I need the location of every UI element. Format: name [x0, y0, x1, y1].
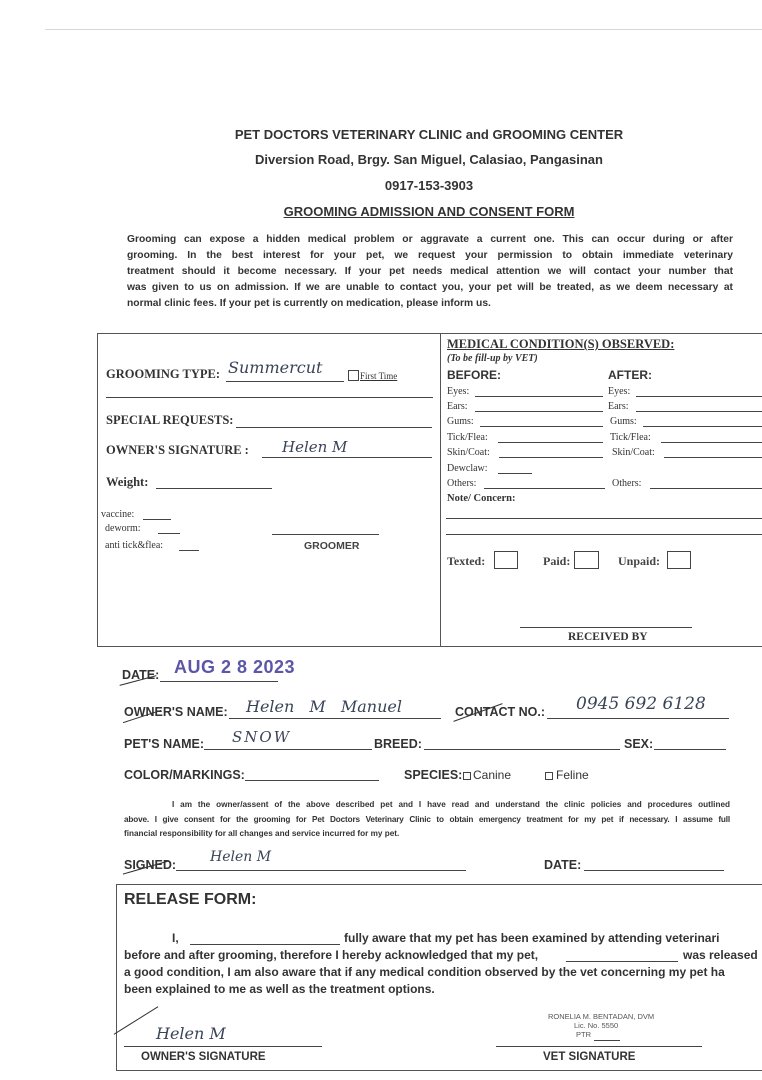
vaccine-label: vaccine: [101, 509, 135, 520]
grooming-type-line-2 [106, 397, 433, 398]
before-tick: Tick/Flea: [447, 432, 488, 443]
form-title: GROOMING ADMISSION AND CONSENT FORM [283, 204, 575, 219]
before-eyes: Eyes: [447, 386, 470, 397]
anti-tick-label: anti tick&flea: [105, 540, 164, 551]
signed-label: SIGNED: [124, 858, 177, 872]
medical-subtitle: (To be fill-up by VET) [447, 353, 538, 364]
received-by-line [520, 627, 692, 628]
first-time-checkbox[interactable] [348, 370, 359, 381]
first-time-label: First Time [360, 371, 398, 381]
contact-value[interactable]: 0945 692 6128 [576, 694, 706, 714]
owner-signature-label: OWNER'S SIGNATURE : [106, 443, 249, 457]
intro-line-4: was given to us on admission. If we are unable to contact you, your pet will be treated, as we deem necessary at [127, 282, 733, 293]
breed-label: BREED: [374, 737, 422, 751]
box-divider [440, 333, 441, 646]
before-skin: Skin/Coat: [447, 447, 490, 458]
note-line-2 [446, 534, 762, 535]
before-others-line [484, 488, 605, 489]
deworm-label: deworm: [105, 523, 141, 534]
paid-label: Paid: [543, 554, 571, 568]
clinic-phone: 0917-153-3903 [384, 178, 474, 193]
release-line1-i: I, [172, 931, 179, 945]
weight-label: Weight: [106, 475, 149, 489]
release-line4-text: been explained to me as well as the treatment options. [124, 982, 435, 996]
owner-signature-line [262, 457, 432, 458]
consent-line-2: above. I give consent for the grooming for Pet Doctors Veterinary Clinic to obtain emergency treatment for my pet if necessary. I assume full [124, 815, 730, 824]
release-pet-line [566, 961, 678, 962]
special-requests-line [236, 427, 432, 428]
before-others: Others: [447, 478, 477, 489]
before-eyes-line [475, 396, 603, 397]
canine-checkbox[interactable] [463, 772, 471, 780]
medical-title: MEDICAL CONDITION(S) OBSERVED: [447, 337, 675, 351]
intro-line-3: treatment should it become necessary. If your pet needs medical attention we will contact your number that [127, 266, 733, 277]
canine-label: Canine [473, 768, 512, 782]
vet-stamp-ptr: PTR [576, 1030, 591, 1039]
before-tick-line [498, 442, 603, 443]
after-skin: Skin/Coat: [612, 447, 655, 458]
vet-sig-line [496, 1046, 702, 1047]
release-owner-sig-label: OWNER'S SIGNATURE [141, 1051, 266, 1063]
texted-checkbox[interactable] [494, 551, 518, 569]
before-ears: Ears: [447, 401, 468, 412]
intro-line-2: grooming. In the best interest for your pet, we request your permission to obtain immediate veterinary [127, 250, 733, 261]
owner-signature-value[interactable]: Helen M [282, 438, 348, 456]
grooming-type-line [226, 381, 344, 382]
after-label: AFTER: [608, 368, 652, 382]
release-line1-text: fully aware that my pet has been examined by attending veterinari [344, 931, 720, 945]
received-by-label: RECEIVED BY [568, 631, 648, 643]
consent-line-1: I am the owner/assent of the above described pet and I have read and understand the clinic policies and procedures outlined [172, 800, 730, 809]
consent-line-3: financial responsibility for all changes and service incurred for my pet. [124, 829, 400, 838]
after-others-line [650, 488, 762, 489]
feline-checkbox[interactable] [545, 772, 553, 780]
after-tick-line [661, 442, 762, 443]
vet-stamp-license: Lic. No. 5550 [574, 1021, 619, 1030]
breed-line [424, 749, 620, 750]
after-ears: Ears: [608, 401, 629, 412]
after-skin-line [664, 457, 762, 458]
special-requests-label: SPECIAL REQUESTS: [106, 413, 234, 427]
before-gums-line [480, 426, 603, 427]
before-dewclaw-line [498, 473, 532, 474]
note-label: Note/ Concern: [447, 493, 516, 504]
color-markings-label: COLOR/MARKINGS: [124, 768, 245, 782]
release-title: RELEASE FORM: [124, 891, 257, 908]
vet-stamp-name: RONELIA M. BENTADAN, DVM [548, 1012, 655, 1021]
after-gums-line [643, 426, 762, 427]
pet-name-line [204, 749, 372, 750]
contact-label: CONTACT NO.: [455, 705, 546, 719]
owners-name-label: OWNER'S NAME: [124, 705, 228, 719]
date-line [160, 681, 278, 682]
owners-name-value[interactable]: Helen M Manuel [246, 697, 402, 716]
after-eyes-line [636, 396, 762, 397]
after-others: Others: [612, 478, 642, 489]
before-ears-line [475, 411, 603, 412]
release-line3-text: a good condition, I am also aware that if any medical condition observed by the vet concerning my pet ha [124, 965, 725, 979]
date-label: DATE: [122, 668, 160, 682]
grooming-type-value[interactable]: Summercut [228, 358, 323, 377]
anti-tick-line [179, 550, 199, 551]
release-owner-sig-line [124, 1046, 322, 1047]
signed-value[interactable]: Helen M [210, 849, 272, 865]
before-dewclaw: Dewclaw: [447, 463, 488, 474]
before-label: BEFORE: [447, 368, 501, 382]
release-name-line [190, 944, 340, 945]
pet-name-label: PET'S NAME: [124, 737, 205, 751]
intro-line-1: Grooming can expose a hidden medical problem or aggravate a current one. This can occur during or after [127, 234, 733, 245]
feline-label: Feline [556, 768, 589, 782]
before-gums: Gums: [447, 416, 474, 427]
sex-label: SEX: [624, 737, 654, 751]
date2-label: DATE: [544, 858, 582, 872]
clinic-name: PET DOCTORS VETERINARY CLINIC and GROOMING CENTER [234, 127, 624, 142]
date-stamp-value[interactable]: AUG 2 8 2023 [174, 657, 296, 677]
groomer-label: GROOMER [304, 540, 360, 552]
release-line2-end: was released [683, 948, 758, 962]
unpaid-label: Unpaid: [618, 554, 661, 568]
species-label: SPECIES: [404, 768, 463, 782]
vet-sig-label: VET SIGNATURE [543, 1051, 636, 1063]
deworm-line [158, 533, 180, 534]
grooming-type-label: GROOMING TYPE: [106, 367, 221, 381]
after-tick: Tick/Flea: [610, 432, 651, 443]
unpaid-checkbox[interactable] [667, 551, 691, 569]
after-eyes: Eyes: [608, 386, 631, 397]
after-ears-line [636, 411, 762, 412]
texted-label: Texted: [447, 554, 486, 568]
release-owner-signature-value[interactable]: Helen M [156, 1024, 226, 1043]
signed-line [176, 870, 466, 871]
groomer-line [272, 534, 379, 535]
vet-stamp-ptr-line [594, 1040, 620, 1041]
paid-checkbox[interactable] [574, 551, 599, 569]
color-markings-line [245, 780, 379, 781]
pet-name-value[interactable]: SNOW [232, 728, 292, 746]
before-skin-line [499, 457, 603, 458]
intro-line-5: normal clinic fees. If your pet is currently on medication, please inform us. [127, 298, 491, 309]
weight-line [156, 488, 272, 489]
contact-line [547, 718, 729, 719]
release-line2-text: before and after grooming, therefore I hereby acknowledged that my pet, [124, 948, 539, 962]
after-gums: Gums: [610, 416, 637, 427]
note-line-1 [446, 518, 762, 519]
scan-edge-line [45, 29, 762, 30]
owners-name-line [229, 718, 441, 719]
vaccine-line [143, 519, 171, 520]
date2-line [584, 870, 724, 871]
clinic-address: Diversion Road, Brgy. San Miguel, Calasiao, Pangasinan [255, 152, 603, 167]
sex-line [654, 749, 726, 750]
